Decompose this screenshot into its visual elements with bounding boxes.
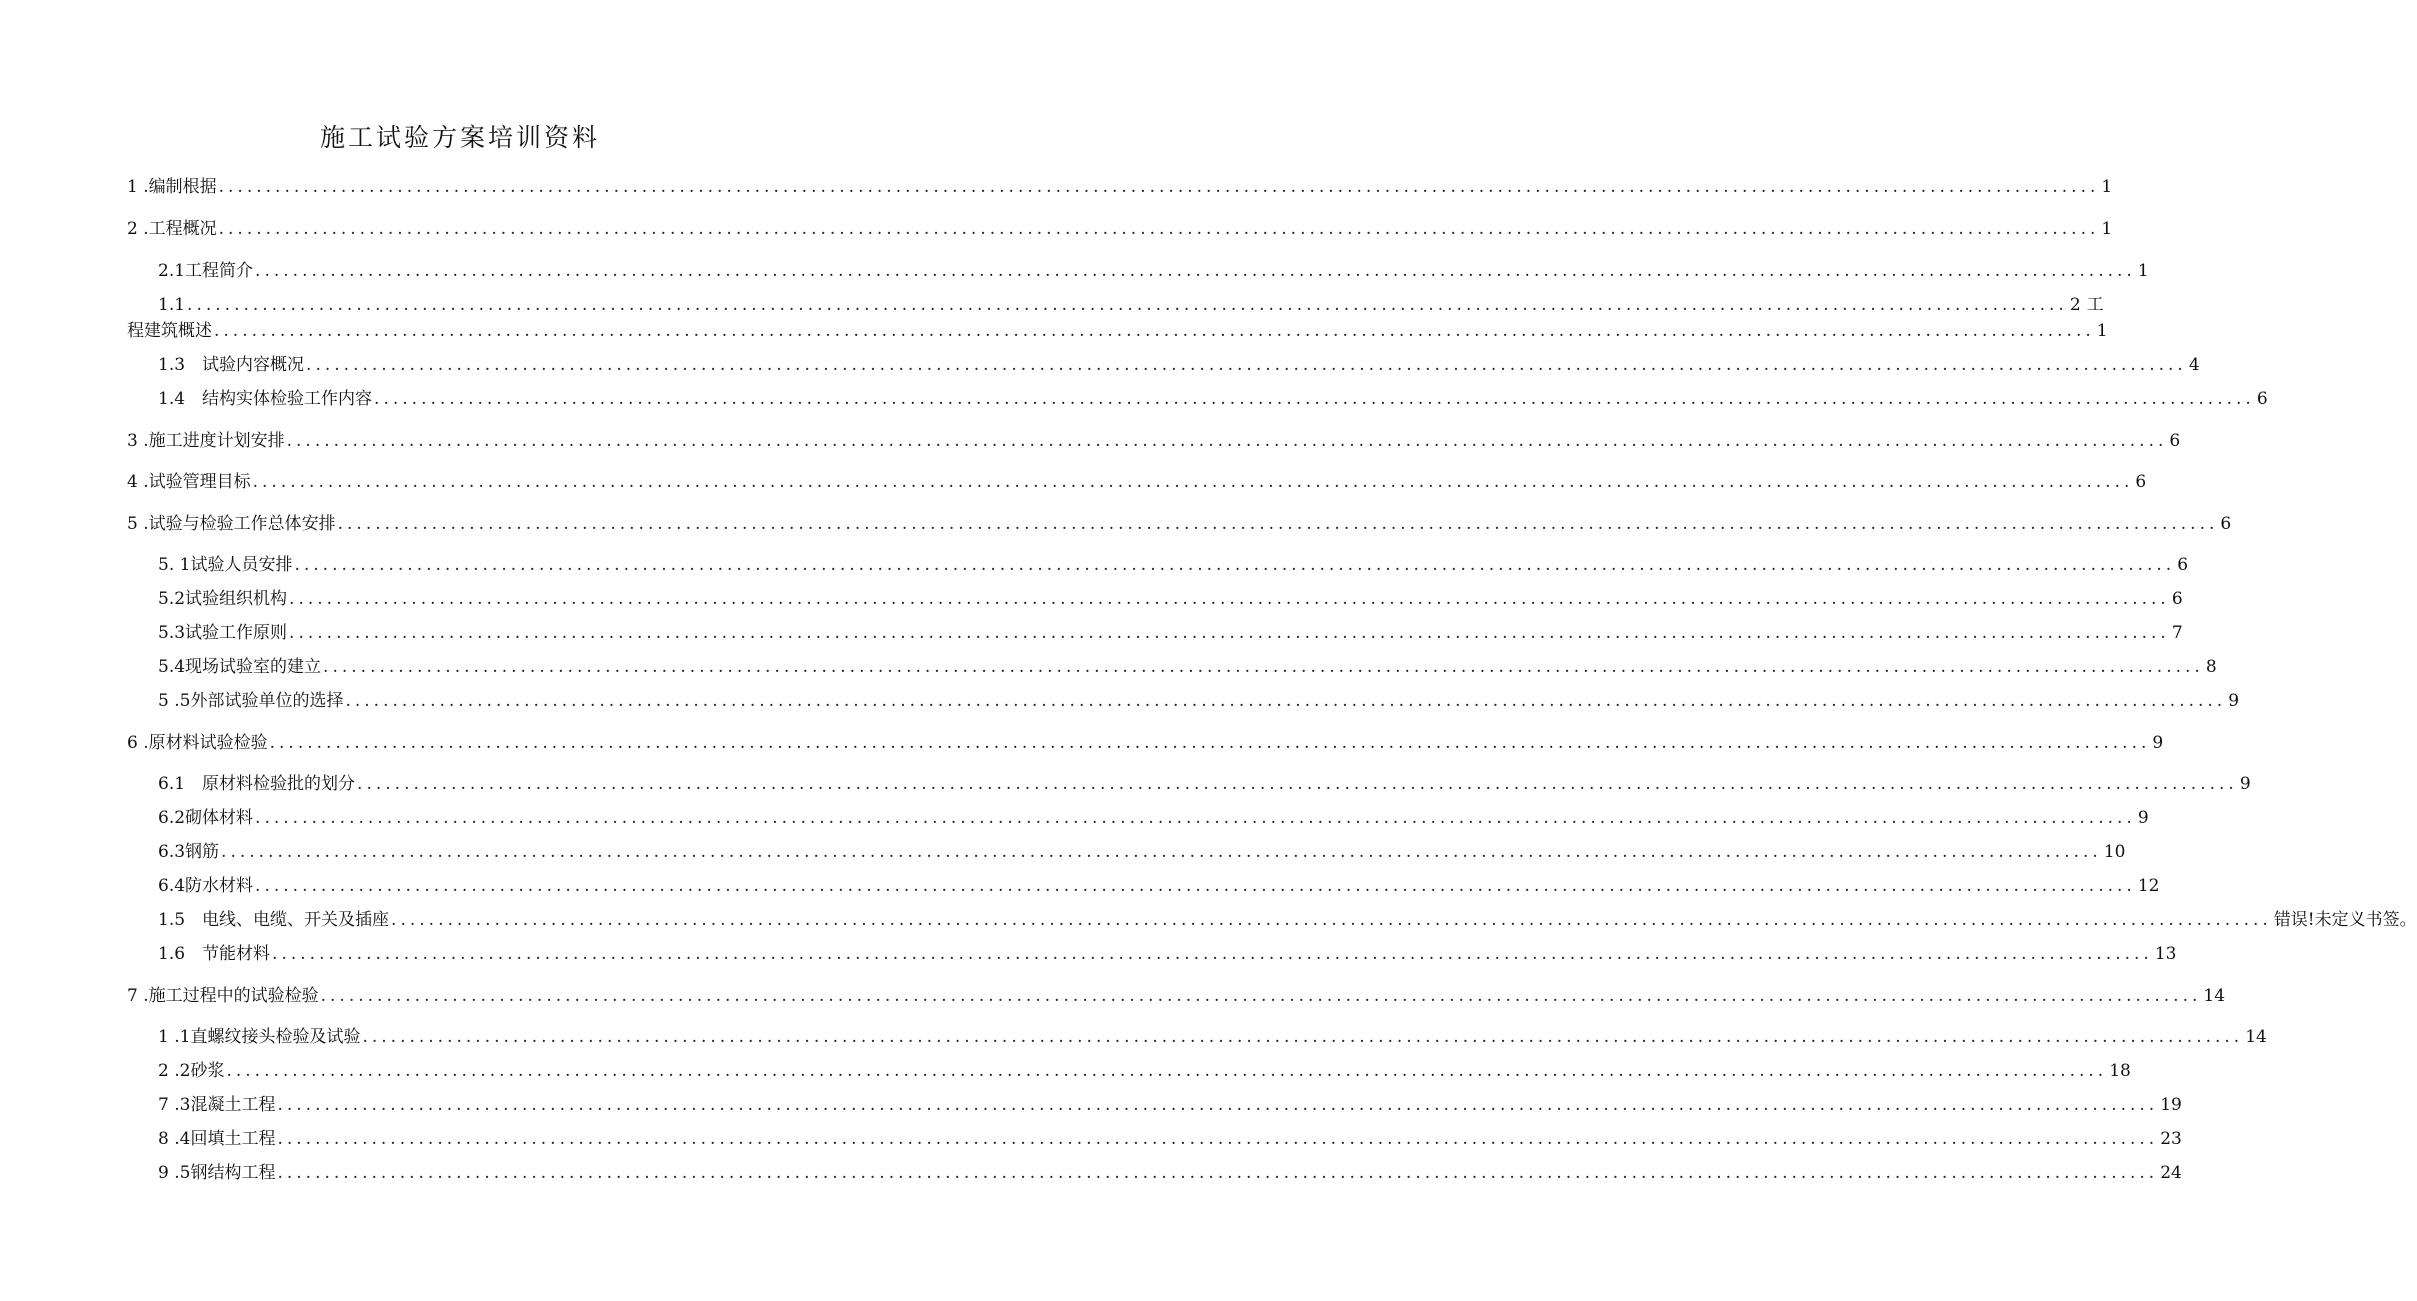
toc-entry-label: 5.4现场试验室的建立 [158, 657, 322, 677]
toc-entry-label: 3 .施工进度计划安排 [127, 431, 285, 451]
toc-leader-dots: ........................................................................................................................................................................................................ [337, 514, 2219, 534]
toc-entry-page: 1 [2101, 177, 2113, 197]
toc-entry-label: 8 .4回填土工程 [158, 1129, 276, 1149]
toc-entry[interactable] [158, 618, 2183, 644]
toc-entry[interactable] [158, 1022, 2267, 1048]
toc-entry-label: 5.2试验组织机构 [158, 589, 288, 609]
toc-entry-label: 7 .3混凝土工程 [158, 1095, 276, 1115]
toc-entry-label: 6.3钢筋 [158, 842, 220, 862]
toc-leader-dots: ........................................................................................................................................................................................................ [277, 1095, 2159, 1115]
toc-leader-dots: ........................................................................................................................................................................................................ [226, 1061, 2108, 1081]
toc-entry-label: 1.4 结构实体检验工作内容 [158, 389, 373, 409]
toc-entry[interactable] [127, 728, 2164, 754]
toc-entry-page: 19 [2160, 1095, 2182, 1115]
toc-entry-trailing-text: 工 [2086, 295, 2104, 315]
toc-entry-label: 6.4防水材料 [158, 876, 254, 896]
toc-entry-page: 6 [2135, 472, 2147, 492]
toc-entry[interactable] [158, 769, 2251, 795]
toc-entry-page: 9 [2152, 733, 2164, 753]
toc-entry-page: 1 [2137, 261, 2149, 281]
toc-entry-label: 6.1 原材料检验批的划分 [158, 774, 356, 794]
toc-leader-dots: ........................................................................................................................................................................................................ [272, 944, 2153, 964]
toc-entry[interactable] [158, 905, 2417, 931]
toc-entry-page: 6 [2256, 389, 2268, 409]
toc-entry-label: 5 .试验与检验工作总体安排 [127, 514, 336, 534]
toc-leader-dots: ........................................................................................................................................................................................................ [391, 910, 2272, 930]
toc-leader-dots: ........................................................................................................................................................................................................ [277, 1163, 2159, 1183]
toc-entry[interactable] [158, 256, 2149, 282]
toc-leader-dots: ........................................................................................................................................................................................................ [306, 355, 2187, 375]
toc-entry-label: 5. 1试验人员安排 [158, 555, 293, 575]
toc-entry-page: 7 [2171, 623, 2183, 643]
toc-entry-label: 程建筑概述 [127, 321, 212, 341]
toc-leader-dots: ........................................................................................................................................................................................................ [218, 177, 2100, 197]
toc-entry[interactable] [158, 1124, 2182, 1150]
toc-leader-dots: ........................................................................................................................................................................................................ [214, 321, 2095, 341]
toc-leader-dots: ........................................................................................................................................................................................................ [357, 774, 2238, 794]
toc-entry[interactable] [158, 350, 2200, 376]
toc-entry-page: 6 [2177, 555, 2189, 575]
toc-entry-label: 4 .试验管理目标 [127, 472, 251, 492]
toc-entry[interactable] [158, 550, 2189, 576]
toc-entry-label: 2.1工程简介 [158, 261, 254, 281]
toc-entry-page: 23 [2160, 1129, 2182, 1149]
toc-entry-label: 5.3试验工作原则 [158, 623, 288, 643]
toc-entry[interactable] [127, 172, 2113, 198]
toc-entry[interactable] [127, 509, 2232, 535]
toc-entry[interactable] [127, 467, 2147, 493]
toc-entry-label: 9 .5钢结构工程 [158, 1163, 276, 1183]
toc-leader-dots: ........................................................................................................................................................................................................ [289, 623, 2170, 643]
toc-entry-page: 13 [2154, 944, 2177, 964]
toc-entry-page: 24 [2160, 1163, 2182, 1183]
toc-entry-label: 2 .工程概况 [127, 219, 217, 239]
toc-leader-dots: ........................................................................................................................................................................................................ [269, 733, 2151, 753]
toc-entry-label: 2 .2砂浆 [158, 1061, 225, 1081]
toc-entry-page: 6 [2220, 514, 2232, 534]
toc-entry[interactable] [158, 384, 2268, 410]
toc-entry-label: 7 .施工过程中的试验检验 [127, 986, 319, 1006]
toc-entry-page: 8 [2205, 657, 2217, 677]
toc-entry-page: 6 [2169, 431, 2181, 451]
toc-leader-dots: ........................................................................................................................................................................................................ [255, 876, 2136, 896]
toc-entry[interactable] [158, 290, 2104, 316]
toc-entry-label: 1.6 节能材料 [158, 944, 271, 964]
toc-entry-page: 2 [2069, 295, 2081, 315]
toc-leader-dots: ........................................................................................................................................................................................................ [320, 986, 2202, 1006]
toc-leader-dots: ........................................................................................................................................................................................................ [252, 472, 2134, 492]
toc-leader-dots: ........................................................................................................................................................................................................ [289, 589, 2170, 609]
toc-entry[interactable] [158, 1158, 2182, 1184]
toc-leader-dots: ........................................................................................................................................................................................................ [323, 657, 2204, 677]
toc-leader-dots: ........................................................................................................................................................................................................ [255, 261, 2136, 281]
toc-entry-page: 9 [2137, 808, 2149, 828]
toc-entry-page: 14 [2203, 986, 2226, 1006]
toc-entry-page: 9 [2239, 774, 2251, 794]
toc-entry[interactable] [158, 584, 2183, 610]
toc-entry-page: 10 [2103, 842, 2126, 862]
toc-entry-label: 1.5 电线、电缆、开关及插座 [158, 910, 390, 930]
toc-leader-dots: ........................................................................................................................................................................................................ [345, 691, 2227, 711]
toc-entry-page: 12 [2137, 876, 2160, 896]
toc-entry[interactable] [158, 686, 2240, 712]
toc-entry[interactable] [158, 803, 2149, 829]
toc-leader-dots: ........................................................................................................................................................................................................ [294, 555, 2176, 575]
toc-leader-dots: ........................................................................................................................................................................................................ [255, 808, 2136, 828]
toc-entry-label: 1 .1直螺纹接头检验及试验 [158, 1027, 361, 1047]
toc-leader-dots: ........................................................................................................................................................................................................ [218, 219, 2100, 239]
toc-leader-dots: ........................................................................................................................................................................................................ [286, 431, 2168, 451]
toc-entry[interactable] [127, 426, 2181, 452]
toc-leader-dots: ........................................................................................................................................................................................................ [362, 1027, 2244, 1047]
toc-entry[interactable] [158, 939, 2177, 965]
toc-entry-label: 5 .5外部试验单位的选择 [158, 691, 344, 711]
toc-entry-page: 4 [2188, 355, 2200, 375]
toc-entry-page: 6 [2171, 589, 2183, 609]
toc-entry-continuation[interactable] [127, 316, 2108, 342]
toc-leader-dots: ........................................................................................................................................................................................................ [374, 389, 2255, 409]
toc-entry[interactable] [158, 652, 2217, 678]
toc-entry-label: 1.1 [158, 295, 186, 315]
toc-leader-dots: ........................................................................................................................................................................................................ [187, 295, 2068, 315]
toc-entry-page: 14 [2245, 1027, 2267, 1047]
toc-entry-page: 9 [2228, 691, 2240, 711]
toc-entry-label: 6.2砌体材料 [158, 808, 254, 828]
toc-entry[interactable] [158, 837, 2126, 863]
toc-entry-page: 1 [2096, 321, 2108, 341]
toc-entry[interactable] [127, 981, 2226, 1007]
toc-entry[interactable] [158, 1056, 2131, 1082]
toc-entry[interactable] [158, 871, 2160, 897]
toc-entry-page: 18 [2109, 1061, 2131, 1081]
toc-leader-dots: ........................................................................................................................................................................................................ [221, 842, 2102, 862]
document-title: 施工试验方案培训资料 [319, 123, 600, 152]
toc-leader-dots: ........................................................................................................................................................................................................ [277, 1129, 2159, 1149]
toc-entry[interactable] [127, 214, 2113, 240]
toc-entry-label: 1 .编制根据 [127, 177, 217, 197]
toc-entry-page: 1 [2101, 219, 2113, 239]
toc-entry[interactable] [158, 1090, 2182, 1116]
toc-entry-label: 6 .原材料试验检验 [127, 733, 268, 753]
toc-bookmark-error: 错误!未定义书签。 [2273, 910, 2417, 930]
toc-entry-label: 1.3 试验内容概况 [158, 355, 305, 375]
